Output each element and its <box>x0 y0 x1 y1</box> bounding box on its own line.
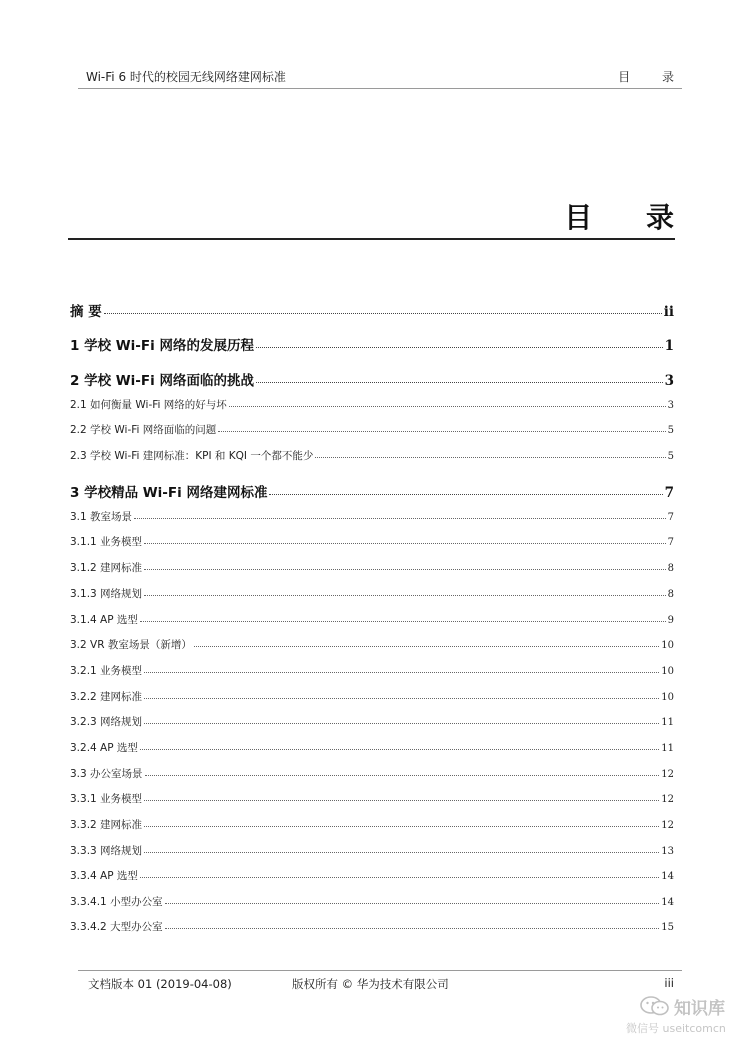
footer-copyright: 版权所有 © 华为技术有限公司 <box>292 977 449 991</box>
toc-entry-section[interactable] <box>70 586 674 601</box>
toc-entry-label: 2.1 如何衡量 Wi-Fi 网络的好与坏 <box>70 399 227 411</box>
toc-entry-label: 3.2 VR 教室场景（新增） <box>70 639 192 651</box>
toc-entry-label: 3.2.2 建网标准 <box>70 691 143 703</box>
toc-entry-page: 10 <box>661 666 674 677</box>
toc-entry-chapter[interactable] <box>70 334 674 354</box>
toc-dot-leader <box>144 698 659 699</box>
toc-entry-section[interactable] <box>70 868 674 883</box>
toc-dot-leader <box>140 749 659 750</box>
toc-entry-section[interactable] <box>70 843 674 858</box>
toc-entry-section[interactable] <box>70 791 674 806</box>
toc-entry-section[interactable] <box>70 663 674 678</box>
watermark-id: 微信号 useitcomcn <box>626 1022 726 1035</box>
toc-dot-leader <box>144 852 659 853</box>
toc-entry-section[interactable] <box>70 509 674 524</box>
toc-dot-leader <box>165 928 660 929</box>
toc-entry-label: 3 学校精品 Wi-Fi 网络建网标准 <box>70 485 268 501</box>
toc-entry-page: 9 <box>667 615 674 626</box>
header-doc-title: Wi-Fi 6 时代的校园无线网络建网标准 <box>86 70 286 84</box>
toc-entry-page: 12 <box>661 769 674 780</box>
toc-dot-leader <box>269 494 662 495</box>
toc-entry-label: 3.3.4.2 大型办公室 <box>70 921 163 933</box>
toc-entry-page: 7 <box>667 537 674 548</box>
toc-dot-leader <box>229 406 666 407</box>
toc-entry-page: 5 <box>667 451 674 462</box>
toc-entry-chapter[interactable] <box>70 300 674 320</box>
toc-entry-page: 11 <box>661 717 674 728</box>
toc-dot-leader <box>218 431 665 432</box>
toc-dot-leader <box>144 569 666 570</box>
toc-entry-page: 8 <box>667 563 674 574</box>
toc-entry-section[interactable] <box>70 448 674 463</box>
toc-entry-label: 3.3.3 网络规划 <box>70 845 143 857</box>
toc-entry-page: 7 <box>664 485 674 501</box>
toc-entry-section[interactable] <box>70 422 674 437</box>
toc-entry-page: 3 <box>664 373 674 389</box>
toc-dot-leader <box>144 672 659 673</box>
toc-entry-label: 3.3.4 AP 选型 <box>70 870 138 882</box>
toc-entry-page: 3 <box>667 400 674 411</box>
toc-heading-rule <box>68 238 675 240</box>
toc-entry-label: 摘 要 <box>70 304 102 320</box>
toc-entry-section[interactable] <box>70 919 674 934</box>
toc-dot-leader <box>256 347 663 348</box>
toc-entry-label: 3.3.2 建网标准 <box>70 819 143 831</box>
toc-entry-label: 2 学校 Wi-Fi 网络面临的挑战 <box>70 373 254 389</box>
toc-entry-page: 12 <box>661 794 674 805</box>
toc-dot-leader <box>256 382 663 383</box>
toc-entry-label: 2.2 学校 Wi-Fi 网络面临的问题 <box>70 424 217 436</box>
toc-entry-label: 3.2.4 AP 选型 <box>70 742 138 754</box>
toc-entry-page: 14 <box>661 871 674 882</box>
toc-entry-label: 3.1.1 业务模型 <box>70 536 143 548</box>
toc-entry-label: 3.1.3 网络规划 <box>70 588 143 600</box>
toc-entry-page: 10 <box>661 640 674 651</box>
toc-dot-leader <box>140 621 666 622</box>
header-section-title: 目 录 <box>618 70 688 84</box>
toc-entry-page: 7 <box>667 512 674 523</box>
toc-entry-page: 11 <box>661 743 674 754</box>
toc-entry-page: 12 <box>661 820 674 831</box>
toc-dot-leader <box>315 457 665 458</box>
footer-page-number: iii <box>664 976 674 990</box>
toc-entry-label: 2.3 学校 Wi-Fi 建网标准：KPI 和 KQI 一个都不能少 <box>70 450 314 462</box>
toc-entry-section[interactable] <box>70 637 674 652</box>
toc-dot-leader <box>134 518 666 519</box>
toc-heading: 目 录 <box>564 201 696 234</box>
toc-dot-leader <box>145 775 660 776</box>
toc-entry-label: 3.1.4 AP 选型 <box>70 614 138 626</box>
toc-entry-section[interactable] <box>70 689 674 704</box>
toc-entry-label: 3.1 教室场景 <box>70 511 133 523</box>
toc-entry-label: 3.3.4.1 小型办公室 <box>70 896 163 908</box>
toc-entry-section[interactable] <box>70 714 674 729</box>
toc-entry-section[interactable] <box>70 740 674 755</box>
toc-entry-section[interactable] <box>70 766 674 781</box>
toc-entry-chapter[interactable] <box>70 481 674 501</box>
wechat-icon <box>640 996 670 1016</box>
toc-entry-section[interactable] <box>70 894 674 909</box>
toc-entry-page: 14 <box>661 897 674 908</box>
toc-entry-section[interactable] <box>70 560 674 575</box>
toc-dot-leader <box>104 313 662 314</box>
toc-entry-page: 10 <box>661 692 674 703</box>
toc-dot-leader <box>140 877 659 878</box>
toc-entry-page: 13 <box>661 846 674 857</box>
toc-dot-leader <box>144 595 666 596</box>
toc-entry-section[interactable] <box>70 817 674 832</box>
toc-entry-label: 3.2.3 网络规划 <box>70 716 143 728</box>
toc-dot-leader <box>194 646 659 647</box>
toc-dot-leader <box>144 826 659 827</box>
page-header <box>78 66 688 89</box>
toc-entry-page: 8 <box>667 589 674 600</box>
toc-entry-section[interactable] <box>70 534 674 549</box>
toc-entry-label: 3.1.2 建网标准 <box>70 562 143 574</box>
toc-entry-section[interactable] <box>70 397 674 412</box>
watermark-name: 知识库 <box>674 999 725 1019</box>
toc-entry-page: 5 <box>667 425 674 436</box>
toc-entry-section[interactable] <box>70 612 674 627</box>
toc-entry-label: 3.3 办公室场景 <box>70 768 143 780</box>
toc-dot-leader <box>144 543 666 544</box>
toc-entry-page: 1 <box>664 338 674 354</box>
toc-entry-label: 1 学校 Wi-Fi 网络的发展历程 <box>70 338 254 354</box>
footer-version: 文档版本 01 (2019-04-08) <box>88 977 232 991</box>
toc-entry-label: 3.3.1 业务模型 <box>70 793 143 805</box>
toc-dot-leader <box>165 903 660 904</box>
page-footer-rule <box>78 970 682 971</box>
toc-dot-leader <box>144 723 659 724</box>
toc-entry-label: 3.2.1 业务模型 <box>70 665 143 677</box>
watermark <box>626 994 738 1042</box>
toc-dot-leader <box>144 800 659 801</box>
toc-entry-chapter[interactable] <box>70 369 674 389</box>
toc-entry-page: ii <box>663 304 674 320</box>
toc-entry-page: 15 <box>661 922 674 933</box>
